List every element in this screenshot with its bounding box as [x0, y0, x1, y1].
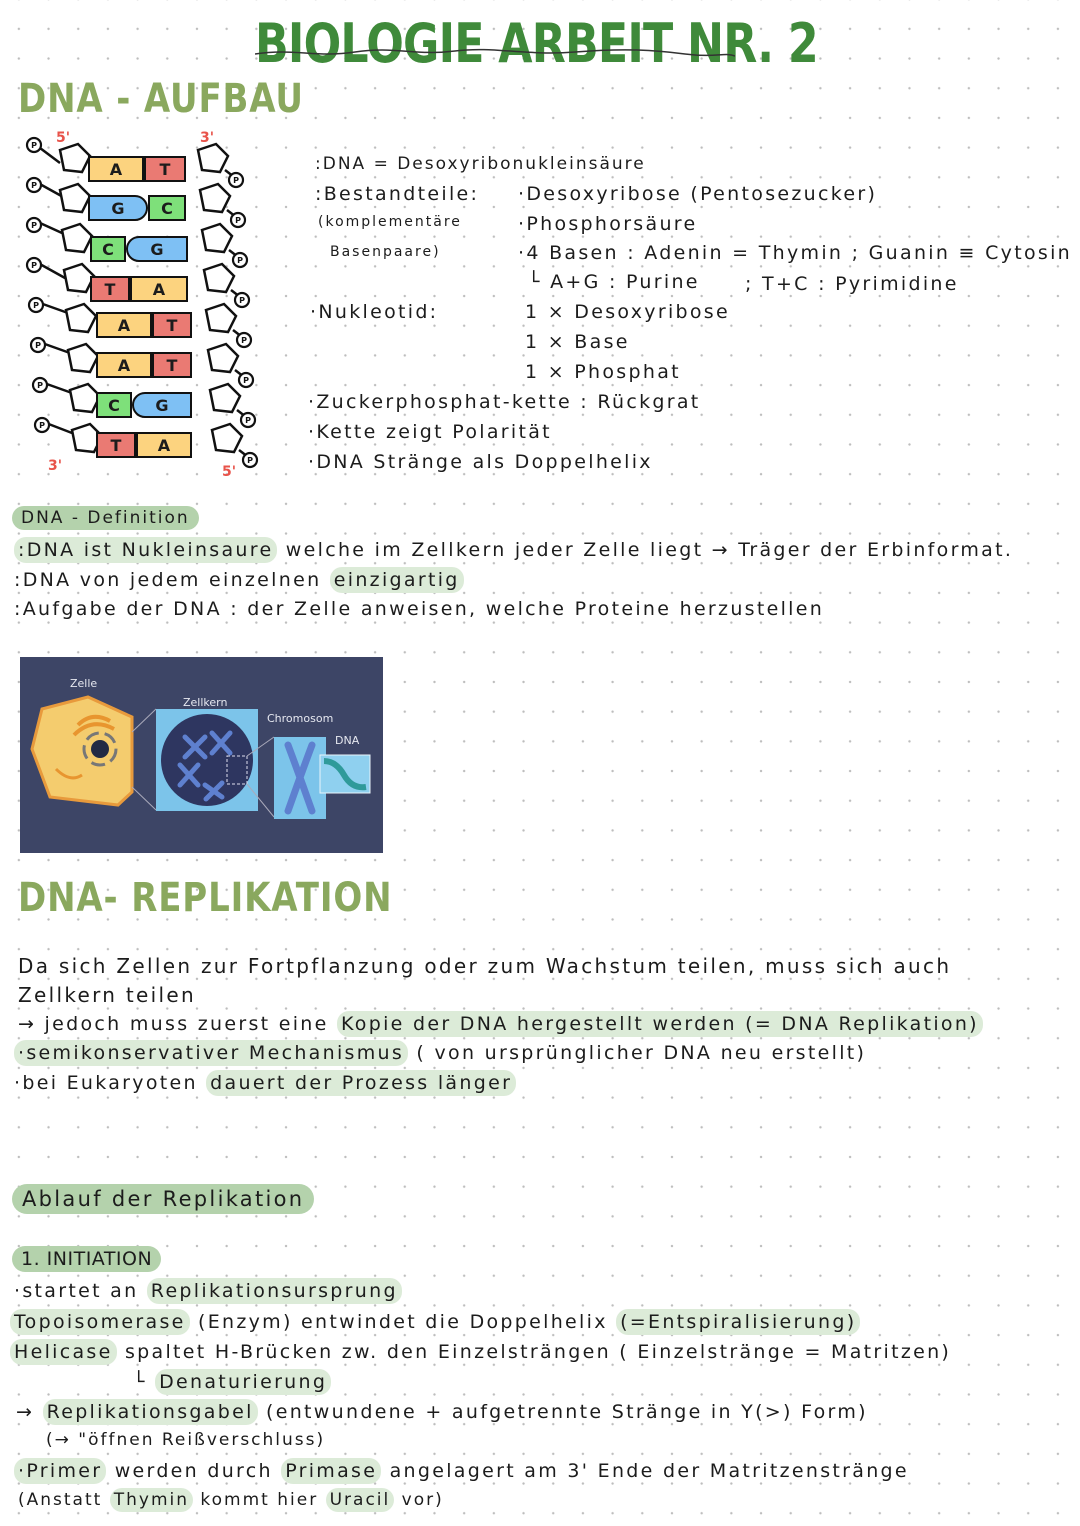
definition-line-2: :DNA von jedem einzelnen einzigartig [14, 571, 464, 590]
replikation-para-2: Zellkern teilen [18, 983, 196, 1007]
base-thymine: T [96, 432, 136, 458]
definition-line-1: :DNA ist Nukleinsaure welche im Zellkern jeder Zelle liegt → Träger der Erbinformat. [14, 541, 1013, 560]
heading-dna-aufbau: DNA - AUFBAU [18, 76, 304, 122]
highlight-nukleinsaeure: :DNA ist Nukleinsaure [14, 537, 277, 563]
base-guanine: G [88, 195, 148, 221]
highlight-primer: ·Primer [14, 1458, 106, 1484]
base-adenine: A [96, 312, 152, 338]
heading-initiation: 1. INITIATION [12, 1246, 161, 1272]
highlight-replikationsursprung: Replikationsursprung [147, 1278, 402, 1304]
base-cytosine: C [96, 392, 132, 418]
initiation-line-5: → Replikationsgabel (entwundene + aufgetrennte Stränge in Y(>) Form) [16, 1401, 868, 1423]
base-adenine: A [96, 352, 152, 378]
highlight-einzigartig: einzigartig [330, 567, 464, 593]
label-5-prime-top: 5' [56, 130, 71, 146]
base-guanine: G [132, 392, 192, 418]
base-thymine: T [152, 312, 192, 338]
note-nukleotid-phosphat: 1 × Phosphat [525, 361, 681, 383]
note-purine: └ A+G : Purine [528, 271, 700, 293]
base-guanine: G [126, 236, 188, 262]
svg-text:P: P [241, 336, 247, 345]
svg-text:P: P [31, 261, 37, 270]
svg-text:P: P [245, 416, 251, 425]
label-3-prime-top: 3' [200, 130, 215, 146]
highlight-denaturierung: Denaturierung [155, 1369, 331, 1395]
note-phosphorsaeure: ·Phosphorsäure [518, 213, 698, 235]
base-cytosine: C [148, 195, 186, 221]
initiation-line-6: (→ "öffnen Reißverschluss) [46, 1430, 326, 1450]
note-komplementaere: (komplementäre [318, 214, 462, 230]
highlight-topoisomerase: Topoisomerase [10, 1309, 190, 1335]
definition-line-3: :Aufgabe der DNA : der Zelle anweisen, welche Proteine herzustellen [14, 598, 825, 620]
title-underline-scribble [255, 42, 735, 62]
svg-text:P: P [31, 221, 37, 230]
svg-text:P: P [37, 381, 43, 390]
replikation-para-1: Da sich Zellen zur Fortpflanzung oder zum Wachstum teilen, muss sich auch [18, 954, 952, 978]
label-5-prime-bottom: 5' [222, 464, 237, 480]
initiation-line-1: ·startet an Replikationsursprung [14, 1282, 402, 1301]
initiation-line-8: (Anstatt Thymin kommt hier Uracil vor) [18, 1490, 444, 1510]
replikation-line-3: → jedoch muss zuerst eine Kopie der DNA hergestellt werden (= DNA Replikation) [18, 1015, 983, 1034]
highlight-replikationsgabel: Replikationsgabel [43, 1399, 258, 1425]
svg-text:P: P [233, 176, 239, 185]
note-basenpaare: Basenpaare) [330, 244, 441, 260]
replikation-line-4: ·semikonservativer Mechanismus ( von ursprünglicher DNA neu erstellt) [14, 1044, 866, 1063]
base-thymine: T [144, 156, 186, 182]
label-3-prime-bottom: 3' [48, 458, 63, 474]
base-adenine: A [88, 156, 144, 182]
base-thymine: T [90, 276, 130, 302]
svg-text:P: P [31, 181, 37, 190]
note-4-basen: ·4 Basen : Adenin = Thymin ; Guanin ≡ Cytosin [518, 242, 1073, 264]
figure-label-chromosom: Chromosom [267, 712, 334, 725]
figure-label-zellkern: Zellkern [183, 696, 228, 709]
highlight-uracil: Uracil [326, 1488, 395, 1512]
base-adenine: A [136, 432, 192, 458]
svg-text:P: P [243, 376, 249, 385]
note-zuckerphosphat: ·Zuckerphosphat-kette : Rückgrat [308, 391, 701, 413]
highlight-helicase: Helicase [10, 1339, 117, 1365]
svg-text:P: P [247, 456, 253, 465]
note-nukleotid-base: 1 × Base [525, 331, 630, 353]
svg-text:P: P [33, 301, 39, 310]
svg-text:P: P [39, 421, 45, 430]
highlight-primase: Primase [281, 1458, 381, 1484]
figure-label-zelle: Zelle [70, 677, 98, 690]
heading-ablauf-der-replikation: Ablauf der Replikation [12, 1184, 314, 1214]
base-thymine: T [152, 352, 192, 378]
note-bestandteile-label: :Bestandteile: [315, 183, 480, 205]
note-nukleotid-desoxyribose: 1 × Desoxyribose [525, 301, 730, 323]
initiation-line-4: └ Denaturierung [133, 1373, 331, 1392]
replikation-line-5: ·bei Eukaryoten dauert der Prozess länger [14, 1074, 516, 1093]
highlight-entspiralisierung: (=Entspiralisierung) [616, 1309, 860, 1335]
base-adenine: A [130, 276, 188, 302]
note-nukleotid-label: ·Nukleotid: [310, 301, 439, 323]
heading-dna-definition: DNA - Definition [12, 506, 199, 530]
note-doppelhelix: ·DNA Stränge als Doppelhelix [308, 451, 653, 473]
svg-text:P: P [235, 216, 241, 225]
cell-to-dna-figure [20, 657, 383, 853]
note-desoxyribose: ·Desoxyribose (Pentosezucker) [518, 183, 878, 205]
svg-text:P: P [237, 256, 243, 265]
svg-text:P: P [31, 141, 37, 150]
highlight-dauert-laenger: dauert der Prozess länger [206, 1070, 516, 1096]
dna-double-helix-diagram [20, 128, 260, 483]
figure-label-dna: DNA [335, 734, 360, 747]
highlight-semikonservativ: ·semikonservativer Mechanismus [14, 1040, 408, 1066]
initiation-line-2: Topoisomerase (Enzym) entwindet die Doppelhelix (=Entspiralisierung) [10, 1313, 860, 1332]
note-pyrimidine: ; T+C : Pyrimidine [745, 273, 959, 295]
highlight-kopie-der-dna: Kopie der DNA hergestellt werden (= DNA Replikation) [337, 1011, 983, 1037]
page-title: BIOLOGIE ARBEIT NR. 2 [255, 12, 818, 75]
note-polaritaet: ·Kette zeigt Polarität [308, 421, 552, 443]
note-dna-definition: :DNA = Desoxyribonukleinsäure [315, 154, 646, 174]
highlight-thymin: Thymin [110, 1488, 193, 1512]
initiation-line-3: Helicase spaltet H-Brücken zw. den Einzelsträngen ( Einzelstränge = Matritzen) [10, 1343, 951, 1362]
base-cytosine: C [90, 236, 126, 262]
heading-dna-replikation: DNA- REPLIKATION [18, 875, 393, 921]
svg-text:P: P [239, 296, 245, 305]
initiation-line-7: ·Primer werden durch Primase angelagert am 3' Ende der Matritzenstränge [14, 1462, 909, 1481]
svg-text:P: P [35, 341, 41, 350]
